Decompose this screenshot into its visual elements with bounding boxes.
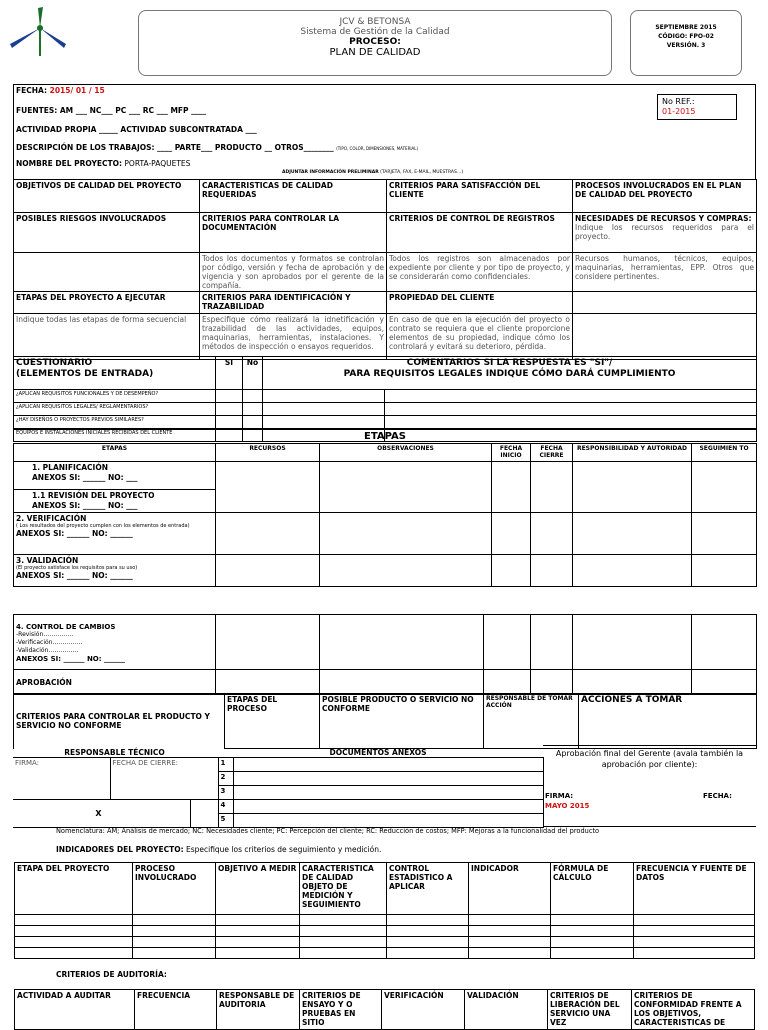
aud-col-actividad: ACTIVIDAD A AUDITAR: [15, 990, 135, 1030]
etapas-col-inicio: FECHA INICIO: [492, 444, 531, 462]
grid-r4-text: Indique los recursos requeridos para el proyecto.: [575, 223, 754, 241]
indicador-row[interactable]: [15, 937, 755, 948]
etapas-col-recursos: RECURSOS: [216, 444, 320, 462]
document-meta-box: [630, 10, 742, 76]
q1-comment[interactable]: [385, 390, 757, 403]
nomenclatura: Nomenclatura: AM; Análisis de mercado; NC: Necesidades cliente; PC: Percepción del cliente; RC: Reducción de costos; MFP: Mejoras a la funcionalidad del producto: [56, 827, 600, 835]
etapas-table: [13, 429, 757, 587]
ver-resp[interactable]: [573, 513, 692, 555]
adjuntar-rest: (TARJETA, FAX, E-MAIL, MUESTRAS…): [380, 170, 464, 175]
seguimiento-cell[interactable]: [692, 462, 757, 513]
grid-r2: CRITERIOS PARA CONTROLAR LA DOCUMENTACIÓN: [200, 213, 387, 253]
firma-field[interactable]: FIRMA:: [13, 758, 110, 800]
cambios-anexos[interactable]: ANEXOS SI: ______ NO: ______: [16, 655, 125, 663]
cc-c6[interactable]: [573, 615, 692, 670]
posible-producto-header: POSIBLE PRODUCTO O SERVICIO NO CONFORME: [320, 694, 484, 749]
reg-control-text[interactable]: Todos los registros son almacenados por expediente por cliente y por tipo de proyecto, y se considerarán como confidenciales.: [387, 253, 573, 292]
ap-c5[interactable]: [531, 670, 573, 695]
etapas-col-responsabilidad: RESPONSIBILIDAD Y AUTORIDAD: [573, 444, 692, 462]
comentarios-header: [263, 357, 757, 390]
acciones-header: ACCIONES A TOMAR: [579, 694, 757, 749]
grid-r1: POSIBLES RIESGOS INVOLUCRADOS: [14, 213, 200, 253]
etapas-col-observaciones: OBSERVACIONES: [320, 444, 492, 462]
x-extra[interactable]: [190, 800, 218, 828]
documentos-anexos-label: DOCUMENTOS ANEXOS: [329, 748, 427, 757]
ref-label: No REF.:: [662, 97, 695, 106]
indicador-row[interactable]: [15, 948, 755, 959]
validacion-anexos[interactable]: ANEXOS SI: ______ NO: ______: [16, 571, 133, 580]
auditoria-title: CRITERIOS DE AUDITORÍA:: [56, 970, 167, 979]
q3-no[interactable]: [243, 416, 263, 429]
ver-seg[interactable]: [692, 513, 757, 555]
fecha-label: FECHA:: [16, 86, 47, 95]
col-si: SI: [216, 357, 243, 390]
ind-col-proceso: PROCESO INVOLUCRADO: [133, 863, 216, 915]
ver-inicio[interactable]: [492, 513, 531, 555]
question-4: EQUIPOS E INSTALACIONES INICIALES RECIBIDAS DEL CLIENTE: [14, 429, 216, 442]
doc-version: VERSIÓN. 3: [666, 42, 706, 49]
firma2-label[interactable]: FIRMA:: [545, 792, 574, 800]
question-1: ¿APLICAN REQUISITOS FUNCIONALES Y DE DESEMPEÑO?: [14, 390, 216, 403]
recursos-cell[interactable]: [216, 462, 320, 513]
val-recursos[interactable]: [216, 555, 320, 587]
question-row: [14, 390, 757, 403]
q1-si[interactable]: [216, 390, 243, 403]
val-seg[interactable]: [692, 555, 757, 587]
cuestionario-title1: CUESTIONARIO: [16, 358, 93, 368]
control-cambios-cell[interactable]: [14, 615, 216, 670]
indicador-row[interactable]: [15, 926, 755, 937]
anexo-3[interactable]: [233, 786, 543, 800]
anexo-2[interactable]: [233, 772, 543, 786]
adjuntar-bold: ADJUNTAR INFORMACIÓN PRELIMINAR: [282, 170, 379, 175]
anexo-5[interactable]: [233, 814, 543, 828]
responsabilidad-cell[interactable]: [573, 462, 692, 513]
anexo-1[interactable]: [233, 758, 543, 772]
grid-e4-empty: [573, 292, 757, 314]
cuestionario-title: [14, 357, 216, 390]
q3-extra[interactable]: [263, 416, 385, 429]
ind-col-indicador: INDICADOR: [469, 863, 551, 915]
etapas-title: ETAPAS: [14, 430, 757, 444]
no-conforme-table: [13, 693, 757, 749]
aud-col-conformidad: CRITERIOS DE CONFORMIDAD FRENTE A LOS OBJETIVOS, CARACTERISTICAS DE: [632, 990, 755, 1030]
question-row: [14, 416, 757, 429]
cc-c7[interactable]: [692, 615, 757, 670]
ver-cierre[interactable]: [531, 513, 573, 555]
validacion-cell[interactable]: [14, 555, 216, 587]
ap-c2[interactable]: [216, 670, 320, 695]
grid-h4: PROCESOS INVOLUCRADOS EN EL PLAN DE CALIDAD DEL PROYECTO: [573, 180, 757, 213]
process-label: PROCESO:: [349, 37, 401, 47]
q3-si[interactable]: [216, 416, 243, 429]
adjuntar-note: [282, 170, 463, 175]
question-2: ¿APLICAN REQUISITOS LEGALES/ REGLAMENTARIOS?: [14, 403, 216, 416]
val-resp[interactable]: [573, 555, 692, 587]
planificacion-title: 1. PLANIFICACIÓN: [32, 463, 108, 472]
cc-c5[interactable]: [531, 615, 573, 670]
comentarios-line1: COMENTARIOS SI LA RESPUESTA ES "SI"/: [406, 358, 613, 368]
inicio-cell[interactable]: [492, 462, 531, 513]
cambios-validacion: -Validación……………: [16, 647, 79, 654]
nombre-value[interactable]: PORTA-PAQUETES: [124, 159, 191, 168]
ind-col-objetivo: OBJETIVO A MEDIR: [216, 863, 300, 915]
ref-box: [657, 94, 737, 120]
cambios-title: 4. CONTROL DE CAMBIOS: [16, 623, 116, 631]
val-obs[interactable]: [320, 555, 492, 587]
question-row: [14, 403, 757, 416]
criterios-no-conforme: CRITERIOS PARA CONTROLAR EL PRODUCTO Y SERVICIO NO CONFORME: [14, 694, 225, 749]
aud-col-responsable: RESPONSABLE DE AUDITORIA: [217, 990, 300, 1030]
ind-col-control: CONTROL ESTADISTICO A APLICAR: [387, 863, 469, 915]
cambios-table: [13, 614, 757, 695]
q1-no[interactable]: [243, 390, 263, 403]
mayo-value[interactable]: MAYO 2015: [545, 802, 590, 810]
question-3: ¿HAY DISEÑOS O PROYECTOS PREVIOS SIMILARES?: [14, 416, 216, 429]
aud-col-validacion: VALIDACIÓN: [465, 990, 548, 1030]
ref-value[interactable]: 01-2015: [662, 107, 696, 116]
verificacion-anexos[interactable]: ANEXOS SI: ______ NO: ______: [16, 529, 133, 538]
aud-col-verificacion: VERIFICACIÓN: [382, 990, 465, 1030]
ind-col-etapa: ETAPA DEL PROYECTO: [15, 863, 133, 915]
company-name: JCV & BETONSA: [339, 17, 411, 27]
grid-e-empty[interactable]: [573, 314, 757, 360]
cc-c4[interactable]: [484, 615, 531, 670]
cc-c2[interactable]: [216, 615, 320, 670]
etapas-col-etapas: ETAPAS: [14, 444, 216, 462]
col-no: No: [243, 357, 263, 390]
grid-h3: CRITERIOS PARA SATISFACCIÓN DEL CLIENTE: [387, 180, 573, 213]
aprobacion-final-box: [543, 745, 756, 827]
fecha2-label[interactable]: FECHA:: [703, 792, 732, 800]
etapas-text[interactable]: Indique todas las etapas de forma secuencial: [14, 314, 200, 360]
fecha-cierre-field[interactable]: FECHA DE CIERRE:: [110, 758, 218, 800]
verificacion-title: 2. VERIFICACIÓN: [16, 514, 87, 523]
x-mark[interactable]: X: [13, 800, 190, 828]
indicadores-title: INDICADORES DEL PROYECTO:: [56, 845, 184, 854]
trazabilidad-text[interactable]: Especifique cómo realizará la idnetificación y trazabilidad de las actividades, equipos, maquinarias, herramientas, instalaciones. Y métodos de inspección o ensayos requeridos.: [200, 314, 387, 360]
etapas-col-seguimiento: SEGUIMIEN TO: [692, 444, 757, 462]
val-inicio[interactable]: [492, 555, 531, 587]
q2-no[interactable]: [243, 403, 263, 416]
fecha-row: [16, 86, 105, 95]
doc-code: CÓDIGO: FPO-02: [658, 33, 714, 40]
indicadores-heading: [56, 845, 381, 854]
aud-col-ensayo: CRITERIOS DE ENSAYO Y O PRUEBAS EN SITIO: [300, 990, 382, 1030]
q2-extra[interactable]: [263, 403, 385, 416]
aud-col-frecuencia: FRECUENCIA: [135, 990, 217, 1030]
indicadores-subtitle: Especifique los criterios de seguimiento y medición.: [185, 845, 382, 854]
doc-date: SEPTIEMBRE 2015: [655, 24, 717, 31]
observaciones-cell[interactable]: [320, 462, 492, 513]
grid-r4: [573, 213, 757, 253]
q2-si[interactable]: [216, 403, 243, 416]
ap-c7[interactable]: [692, 670, 757, 695]
verificacion-note: ( Los resultados del proyecto cumplen con los elementos de entrada): [16, 523, 190, 529]
aud-col-liberacion: CRITERIOS DE LIBERACIÓN DEL SERVICIO UNA VEZ: [548, 990, 632, 1030]
system-name: Sistema de Gestión de la Calidad: [300, 27, 450, 37]
cambios-revision: -Revisión……………: [16, 631, 74, 638]
verificacion-cell[interactable]: [14, 513, 216, 555]
ap-c6[interactable]: [573, 670, 692, 695]
aprobacion-label: APROBACIÓN: [14, 670, 216, 695]
header-title-box: [138, 10, 612, 76]
revision-anexos[interactable]: ANEXOS SI: ______ NO: ___: [32, 501, 138, 510]
fecha-value[interactable]: 2015/ 01 / 15: [49, 86, 105, 95]
etapas-proceso-header: ETAPAS DEL PROCESO: [225, 694, 320, 749]
aprobacion-final-text: Aprobación final del Gerente (avala también la aprobación por cliente):: [555, 749, 744, 769]
doc-control-text[interactable]: Todos los documentos y formatos se controlan por código, versión y fecha de aprobación y de vigencia y son aprobados por el gerente de la compañía.: [200, 253, 387, 292]
cambios-verificacion: -Verificación……………: [16, 639, 83, 646]
nombre-label: NOMBRE DEL PROYECTO:: [16, 159, 123, 168]
q3-comment[interactable]: [385, 416, 757, 429]
grid-h2: CARACTERISTICAS DE CALIDAD REQUERIDAS: [200, 180, 387, 213]
anexo-num-5: 5: [218, 814, 233, 828]
indicador-row[interactable]: [15, 915, 755, 926]
validacion-title: 3. VALIDACIÓN: [16, 556, 79, 565]
recursos-text[interactable]: Recursos humanos, técnicos, equipos, maquinarias, herramientas, EPP. Otros que considere pertinentes.: [573, 253, 757, 292]
planificacion-cell[interactable]: [14, 462, 216, 490]
revision-cell[interactable]: [14, 490, 216, 513]
anexo-num-4: 4: [218, 800, 233, 814]
grid-r4-title: NECESIDADES DE RECURSOS Y COMPRAS:: [575, 214, 752, 223]
anexo-num-1: 1: [218, 758, 233, 772]
nombre-row: [16, 159, 190, 168]
anexo-4[interactable]: [233, 800, 543, 814]
responsable-tecnico-label: RESPONSABLE TÉCNICO: [64, 748, 165, 757]
firmas-table: [13, 757, 544, 828]
planificacion-anexos[interactable]: ANEXOS SI: ______ NO: ___: [32, 473, 138, 482]
grid-e1: ETAPAS DEL PROYECTO A EJECUTAR: [14, 292, 200, 314]
ind-col-caracteristica: CARACTERISTICA DE CALIDAD OBJETO DE MEDICIÓN Y SEGUIMIENTO: [300, 863, 387, 915]
propiedad-text[interactable]: En caso de que en la ejecución del proyecto o contrato se requiera que el cliente proporcione elementos de su propiedad, indique cómo los controlará y evitará su deterioro, pérdida.: [387, 314, 573, 360]
descripcion-note: (TIPO, COLOR, DIMENSIONES, MATERIAL): [336, 146, 419, 151]
q1-extra[interactable]: [263, 390, 385, 403]
ver-obs[interactable]: [320, 513, 492, 555]
ap-c3[interactable]: [320, 670, 484, 695]
descripcion-field: [16, 143, 418, 152]
cuestionario-title2: (ELEMENTOS DE ENTRADA): [16, 369, 154, 379]
cierre-cell[interactable]: [531, 462, 573, 513]
revision-title: 1.1 REVISIÓN DEL PROYECTO: [32, 491, 155, 500]
ver-recursos[interactable]: [216, 513, 320, 555]
descripcion-text[interactable]: DESCRIPCIÓN DE LOS TRABAJOS: ____ PARTE___ PRODUCTO __ OTROS________: [16, 143, 334, 152]
process-name: PLAN DE CALIDAD: [329, 47, 421, 58]
etapas-col-cierre: FECHA CIERRE: [531, 444, 573, 462]
val-cierre[interactable]: [531, 555, 573, 587]
ind-col-frecuencia: FRECUENCIA Y FUENTE DE DATOS: [634, 863, 755, 915]
grid-e2: CRITERIOS PARA IDENTIFICACIÓN Y TRAZABILIDAD: [200, 292, 387, 314]
ind-col-formula: FÓRMULA DE CÁLCULO: [551, 863, 634, 915]
anexo-num-2: 2: [218, 772, 233, 786]
anexo-num-3: 3: [218, 786, 233, 800]
grid-r3: CRITERIOS DE CONTROL DE REGISTROS: [387, 213, 573, 253]
q2-comment[interactable]: [385, 403, 757, 416]
responsable-accion-header: RESPONSABLE DE TOMAR ACCIÓN: [484, 694, 579, 749]
cc-c3[interactable]: [320, 615, 484, 670]
grid-h1: OBJETIVOS DE CALIDAD DEL PROYECTO: [14, 180, 200, 213]
actividad-field[interactable]: ACTIVIDAD PROPIA _____ ACTIVIDAD SUBCONTRATADA ___: [16, 125, 257, 134]
riesgos-cell[interactable]: [14, 253, 200, 292]
fuentes-field[interactable]: FUENTES: AM ___ NC___ PC ___ RC ___ MFP ____: [16, 106, 207, 115]
quality-grid: [13, 179, 757, 360]
comentarios-line2: PARA REQUISITOS LEGALES INDIQUE CÓMO DARÁ CUMPLIMIENTO: [343, 369, 676, 379]
ap-c4[interactable]: [484, 670, 531, 695]
indicadores-table: [14, 862, 755, 959]
grid-e3: PROPIEDAD DEL CLIENTE: [387, 292, 573, 314]
validacion-note: (El proyecto satisface los requisitos para su uso): [16, 565, 138, 571]
company-logo: [8, 6, 70, 58]
